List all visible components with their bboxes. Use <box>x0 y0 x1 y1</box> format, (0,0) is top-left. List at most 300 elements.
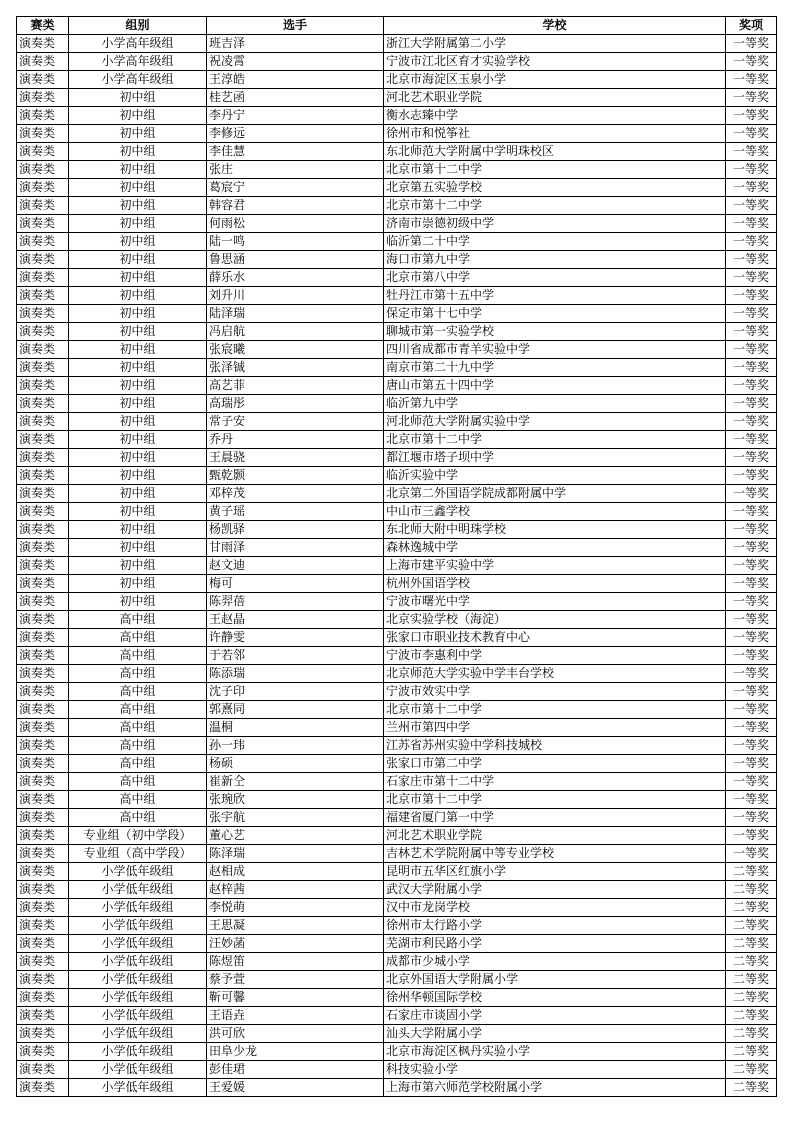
award-cell: 二等奖 <box>726 917 777 935</box>
header-award: 奖项 <box>726 17 777 35</box>
table-row <box>17 539 777 557</box>
category-cell: 演奏类 <box>17 611 69 629</box>
school-cell: 北京师范大学实验中学丰台学校 <box>384 665 726 683</box>
group-cell: 初中组 <box>69 377 207 395</box>
table-row <box>17 683 777 701</box>
player-cell: 王语垚 <box>207 1007 384 1025</box>
school-cell: 北京市第十二中学 <box>384 791 726 809</box>
school-cell: 北京市第十二中学 <box>384 197 726 215</box>
school-cell: 衡水志臻中学 <box>384 107 726 125</box>
player-cell: 李丹宁 <box>207 107 384 125</box>
school-cell: 武汉大学附属小学 <box>384 881 726 899</box>
award-cell: 二等奖 <box>726 971 777 989</box>
category-cell: 演奏类 <box>17 71 69 89</box>
school-cell: 杭州外国语学校 <box>384 575 726 593</box>
award-cell: 一等奖 <box>726 809 777 827</box>
player-cell: 陈羿蓓 <box>207 593 384 611</box>
category-cell: 演奏类 <box>17 89 69 107</box>
category-cell: 演奏类 <box>17 431 69 449</box>
player-cell: 甘雨泽 <box>207 539 384 557</box>
group-cell: 初中组 <box>69 575 207 593</box>
school-cell: 福建省厦门第一中学 <box>384 809 726 827</box>
category-cell: 演奏类 <box>17 665 69 683</box>
school-cell: 北京市第十二中学 <box>384 701 726 719</box>
group-cell: 高中组 <box>69 755 207 773</box>
school-cell: 昆明市五华区红旗小学 <box>384 863 726 881</box>
table-row <box>17 431 777 449</box>
header-player: 选手 <box>207 17 384 35</box>
player-cell: 常子安 <box>207 413 384 431</box>
table-row <box>17 269 777 287</box>
table-row <box>17 647 777 665</box>
group-cell: 小学高年级组 <box>69 71 207 89</box>
category-cell: 演奏类 <box>17 215 69 233</box>
award-cell: 一等奖 <box>726 287 777 305</box>
player-cell: 崔新仝 <box>207 773 384 791</box>
group-cell: 小学低年级组 <box>69 917 207 935</box>
school-cell: 北京市海淀区枫丹实验小学 <box>384 1043 726 1061</box>
table-row <box>17 737 777 755</box>
table-row <box>17 1079 777 1097</box>
table-row <box>17 935 777 953</box>
school-cell: 北京市第八中学 <box>384 269 726 287</box>
school-cell: 河北艺术职业学院 <box>384 827 726 845</box>
player-cell: 靳可馨 <box>207 989 384 1007</box>
school-cell: 宁波市效实中学 <box>384 683 726 701</box>
group-cell: 初中组 <box>69 89 207 107</box>
category-cell: 演奏类 <box>17 701 69 719</box>
school-cell: 上海市第六师范学校附属小学 <box>384 1079 726 1097</box>
table-row <box>17 215 777 233</box>
player-cell: 田阜少龙 <box>207 1043 384 1061</box>
player-cell: 沈子印 <box>207 683 384 701</box>
table-row <box>17 1061 777 1079</box>
group-cell: 初中组 <box>69 233 207 251</box>
award-cell: 一等奖 <box>726 161 777 179</box>
award-cell: 一等奖 <box>726 647 777 665</box>
player-cell: 梅可 <box>207 575 384 593</box>
player-cell: 彭佳珺 <box>207 1061 384 1079</box>
category-cell: 演奏类 <box>17 53 69 71</box>
table-row <box>17 1025 777 1043</box>
award-cell: 二等奖 <box>726 935 777 953</box>
player-cell: 何雨松 <box>207 215 384 233</box>
school-cell: 张家口市第二中学 <box>384 755 726 773</box>
table-row <box>17 449 777 467</box>
category-cell: 演奏类 <box>17 269 69 287</box>
award-cell: 一等奖 <box>726 557 777 575</box>
award-cell: 一等奖 <box>726 773 777 791</box>
category-cell: 演奏类 <box>17 1007 69 1025</box>
school-cell: 吉林艺术学院附属中等专业学校 <box>384 845 726 863</box>
table-row <box>17 413 777 431</box>
player-cell: 陈煜笛 <box>207 953 384 971</box>
award-cell: 一等奖 <box>726 269 777 287</box>
school-cell: 河北艺术职业学院 <box>384 89 726 107</box>
player-cell: 温桐 <box>207 719 384 737</box>
school-cell: 海口市第九中学 <box>384 251 726 269</box>
table-row <box>17 881 777 899</box>
player-cell: 陆泽瑞 <box>207 305 384 323</box>
category-cell: 演奏类 <box>17 971 69 989</box>
award-cell: 一等奖 <box>726 791 777 809</box>
group-cell: 初中组 <box>69 539 207 557</box>
group-cell: 高中组 <box>69 611 207 629</box>
category-cell: 演奏类 <box>17 143 69 161</box>
award-cell: 一等奖 <box>726 665 777 683</box>
school-cell: 临沂实验中学 <box>384 467 726 485</box>
table-row <box>17 359 777 377</box>
group-cell: 初中组 <box>69 449 207 467</box>
header-category: 赛类 <box>17 17 69 35</box>
player-cell: 张宇航 <box>207 809 384 827</box>
table-row <box>17 53 777 71</box>
school-cell: 北京第五实验学校 <box>384 179 726 197</box>
award-cell: 二等奖 <box>726 1043 777 1061</box>
table-row <box>17 305 777 323</box>
header-school: 学校 <box>384 17 726 35</box>
table-row <box>17 323 777 341</box>
table-row <box>17 287 777 305</box>
award-cell: 一等奖 <box>726 125 777 143</box>
category-cell: 演奏类 <box>17 485 69 503</box>
table-row <box>17 251 777 269</box>
category-cell: 演奏类 <box>17 449 69 467</box>
category-cell: 演奏类 <box>17 755 69 773</box>
table-row <box>17 827 777 845</box>
table-row <box>17 899 777 917</box>
table-row <box>17 107 777 125</box>
group-cell: 高中组 <box>69 701 207 719</box>
school-cell: 浙江大学附属第二小学 <box>384 35 726 53</box>
school-cell: 东北师范大学附属中学明珠校区 <box>384 143 726 161</box>
school-cell: 汕头大学附属小学 <box>384 1025 726 1043</box>
player-cell: 王爱媛 <box>207 1079 384 1097</box>
table-row <box>17 71 777 89</box>
school-cell: 东北师大附中明珠学校 <box>384 521 726 539</box>
award-cell: 一等奖 <box>726 35 777 53</box>
category-cell: 演奏类 <box>17 791 69 809</box>
category-cell: 演奏类 <box>17 323 69 341</box>
category-cell: 演奏类 <box>17 179 69 197</box>
table-row <box>17 125 777 143</box>
category-cell: 演奏类 <box>17 161 69 179</box>
player-cell: 杨硕 <box>207 755 384 773</box>
group-cell: 初中组 <box>69 143 207 161</box>
player-cell: 甄乾颢 <box>207 467 384 485</box>
group-cell: 高中组 <box>69 683 207 701</box>
group-cell: 初中组 <box>69 215 207 233</box>
award-cell: 二等奖 <box>726 953 777 971</box>
award-cell: 一等奖 <box>726 575 777 593</box>
category-cell: 演奏类 <box>17 953 69 971</box>
player-cell: 张泽铖 <box>207 359 384 377</box>
player-cell: 汪妙菡 <box>207 935 384 953</box>
table-row <box>17 971 777 989</box>
category-cell: 演奏类 <box>17 107 69 125</box>
category-cell: 演奏类 <box>17 737 69 755</box>
player-cell: 高瑞彤 <box>207 395 384 413</box>
player-cell: 赵相成 <box>207 863 384 881</box>
award-cell: 二等奖 <box>726 989 777 1007</box>
group-cell: 初中组 <box>69 431 207 449</box>
school-cell: 北京外国语大学附属小学 <box>384 971 726 989</box>
category-cell: 演奏类 <box>17 467 69 485</box>
school-cell: 北京实验学校（海淀） <box>384 611 726 629</box>
group-cell: 专业组（初中学段） <box>69 827 207 845</box>
school-cell: 牡丹江市第十五中学 <box>384 287 726 305</box>
category-cell: 演奏类 <box>17 827 69 845</box>
category-cell: 演奏类 <box>17 395 69 413</box>
player-cell: 许静雯 <box>207 629 384 647</box>
group-cell: 小学低年级组 <box>69 971 207 989</box>
category-cell: 演奏类 <box>17 575 69 593</box>
award-cell: 一等奖 <box>726 431 777 449</box>
group-cell: 初中组 <box>69 593 207 611</box>
category-cell: 演奏类 <box>17 773 69 791</box>
category-cell: 演奏类 <box>17 359 69 377</box>
award-cell: 一等奖 <box>726 341 777 359</box>
table-row <box>17 665 777 683</box>
school-cell: 张家口市职业技术教育中心 <box>384 629 726 647</box>
category-cell: 演奏类 <box>17 917 69 935</box>
group-cell: 小学低年级组 <box>69 1025 207 1043</box>
table-row <box>17 953 777 971</box>
award-cell: 一等奖 <box>726 719 777 737</box>
category-cell: 演奏类 <box>17 377 69 395</box>
category-cell: 演奏类 <box>17 989 69 1007</box>
group-cell: 小学低年级组 <box>69 881 207 899</box>
player-cell: 陈添瑞 <box>207 665 384 683</box>
award-cell: 一等奖 <box>726 143 777 161</box>
table-row <box>17 1007 777 1025</box>
group-cell: 高中组 <box>69 809 207 827</box>
table-row <box>17 989 777 1007</box>
school-cell: 宁波市江北区育才实验学校 <box>384 53 726 71</box>
table-row <box>17 557 777 575</box>
player-cell: 鲁思涵 <box>207 251 384 269</box>
group-cell: 初中组 <box>69 161 207 179</box>
school-cell: 北京市第十二中学 <box>384 161 726 179</box>
table-row <box>17 467 777 485</box>
award-cell: 一等奖 <box>726 323 777 341</box>
group-cell: 专业组（高中学段） <box>69 845 207 863</box>
player-cell: 乔丹 <box>207 431 384 449</box>
category-cell: 演奏类 <box>17 503 69 521</box>
player-cell: 王晨骁 <box>207 449 384 467</box>
award-cell: 一等奖 <box>726 593 777 611</box>
group-cell: 小学高年级组 <box>69 35 207 53</box>
category-cell: 演奏类 <box>17 35 69 53</box>
player-cell: 蔡予萱 <box>207 971 384 989</box>
table-row <box>17 629 777 647</box>
school-cell: 徐州市太行路小学 <box>384 917 726 935</box>
player-cell: 洪可欣 <box>207 1025 384 1043</box>
group-cell: 初中组 <box>69 323 207 341</box>
player-cell: 王思凝 <box>207 917 384 935</box>
award-cell: 一等奖 <box>726 215 777 233</box>
table-row <box>17 377 777 395</box>
group-cell: 初中组 <box>69 341 207 359</box>
school-cell: 芜湖市利民路小学 <box>384 935 726 953</box>
table-row <box>17 233 777 251</box>
player-cell: 祝凌霄 <box>207 53 384 71</box>
award-cell: 一等奖 <box>726 827 777 845</box>
category-cell: 演奏类 <box>17 341 69 359</box>
school-cell: 都江堰市塔子坝中学 <box>384 449 726 467</box>
table-row <box>17 575 777 593</box>
category-cell: 演奏类 <box>17 557 69 575</box>
player-cell: 冯启航 <box>207 323 384 341</box>
player-cell: 张宸曦 <box>207 341 384 359</box>
player-cell: 韩容君 <box>207 197 384 215</box>
category-cell: 演奏类 <box>17 197 69 215</box>
school-cell: 聊城市第一实验学校 <box>384 323 726 341</box>
school-cell: 南京市第二十九中学 <box>384 359 726 377</box>
category-cell: 演奏类 <box>17 305 69 323</box>
table-row <box>17 863 777 881</box>
school-cell: 兰州市第四中学 <box>384 719 726 737</box>
table-row <box>17 809 777 827</box>
table-row <box>17 395 777 413</box>
award-cell: 一等奖 <box>726 413 777 431</box>
group-cell: 小学低年级组 <box>69 953 207 971</box>
player-cell: 张庄 <box>207 161 384 179</box>
category-cell: 演奏类 <box>17 935 69 953</box>
award-cell: 一等奖 <box>726 107 777 125</box>
group-cell: 小学低年级组 <box>69 1061 207 1079</box>
group-cell: 初中组 <box>69 359 207 377</box>
award-cell: 一等奖 <box>726 485 777 503</box>
group-cell: 小学高年级组 <box>69 53 207 71</box>
award-cell: 一等奖 <box>726 233 777 251</box>
school-cell: 石家庄市谈固小学 <box>384 1007 726 1025</box>
category-cell: 演奏类 <box>17 647 69 665</box>
group-cell: 高中组 <box>69 791 207 809</box>
award-cell: 一等奖 <box>726 71 777 89</box>
school-cell: 北京第二外国语学院成都附属中学 <box>384 485 726 503</box>
player-cell: 赵文迪 <box>207 557 384 575</box>
award-cell: 一等奖 <box>726 89 777 107</box>
category-cell: 演奏类 <box>17 1061 69 1079</box>
award-cell: 一等奖 <box>726 197 777 215</box>
player-cell: 董心艺 <box>207 827 384 845</box>
table-row <box>17 89 777 107</box>
category-cell: 演奏类 <box>17 881 69 899</box>
player-cell: 王赵晶 <box>207 611 384 629</box>
award-cell: 一等奖 <box>726 53 777 71</box>
group-cell: 高中组 <box>69 737 207 755</box>
group-cell: 初中组 <box>69 413 207 431</box>
school-cell: 宁波市曙光中学 <box>384 593 726 611</box>
group-cell: 初中组 <box>69 557 207 575</box>
player-cell: 李佳慧 <box>207 143 384 161</box>
award-cell: 一等奖 <box>726 755 777 773</box>
table-row <box>17 773 777 791</box>
category-cell: 演奏类 <box>17 719 69 737</box>
group-cell: 小学低年级组 <box>69 935 207 953</box>
player-cell: 张琬欣 <box>207 791 384 809</box>
school-cell: 保定市第十七中学 <box>384 305 726 323</box>
table-row <box>17 143 777 161</box>
award-cell: 一等奖 <box>726 377 777 395</box>
player-cell: 赵梓茜 <box>207 881 384 899</box>
group-cell: 高中组 <box>69 719 207 737</box>
award-cell: 一等奖 <box>726 395 777 413</box>
group-cell: 初中组 <box>69 503 207 521</box>
group-cell: 高中组 <box>69 773 207 791</box>
award-cell: 一等奖 <box>726 539 777 557</box>
group-cell: 高中组 <box>69 665 207 683</box>
group-cell: 初中组 <box>69 125 207 143</box>
group-cell: 初中组 <box>69 107 207 125</box>
player-cell: 陈泽瑞 <box>207 845 384 863</box>
award-cell: 一等奖 <box>726 251 777 269</box>
table-row <box>17 179 777 197</box>
school-cell: 成都市少城小学 <box>384 953 726 971</box>
category-cell: 演奏类 <box>17 539 69 557</box>
award-cell: 二等奖 <box>726 1061 777 1079</box>
category-cell: 演奏类 <box>17 683 69 701</box>
award-cell: 一等奖 <box>726 845 777 863</box>
school-cell: 唐山市第五十四中学 <box>384 377 726 395</box>
table-row <box>17 719 777 737</box>
player-cell: 王淳皓 <box>207 71 384 89</box>
table-row <box>17 845 777 863</box>
award-cell: 二等奖 <box>726 899 777 917</box>
group-cell: 小学低年级组 <box>69 863 207 881</box>
school-cell: 中山市三鑫学校 <box>384 503 726 521</box>
table-row <box>17 917 777 935</box>
player-cell: 邓梓茂 <box>207 485 384 503</box>
results-table <box>16 16 777 1097</box>
category-cell: 演奏类 <box>17 863 69 881</box>
group-cell: 小学低年级组 <box>69 1079 207 1097</box>
group-cell: 初中组 <box>69 305 207 323</box>
group-cell: 初中组 <box>69 287 207 305</box>
player-cell: 孙一玮 <box>207 737 384 755</box>
group-cell: 初中组 <box>69 179 207 197</box>
group-cell: 小学低年级组 <box>69 1007 207 1025</box>
category-cell: 演奏类 <box>17 233 69 251</box>
player-cell: 陆一鸣 <box>207 233 384 251</box>
table-body <box>17 35 777 1097</box>
table-row <box>17 701 777 719</box>
award-cell: 二等奖 <box>726 881 777 899</box>
group-cell: 初中组 <box>69 251 207 269</box>
group-cell: 小学低年级组 <box>69 989 207 1007</box>
player-cell: 黄子瑶 <box>207 503 384 521</box>
category-cell: 演奏类 <box>17 1043 69 1061</box>
school-cell: 石家庄市第十二中学 <box>384 773 726 791</box>
category-cell: 演奏类 <box>17 593 69 611</box>
table-row <box>17 1043 777 1061</box>
category-cell: 演奏类 <box>17 251 69 269</box>
school-cell: 森林逸城中学 <box>384 539 726 557</box>
category-cell: 演奏类 <box>17 125 69 143</box>
category-cell: 演奏类 <box>17 1079 69 1097</box>
table-row <box>17 161 777 179</box>
school-cell: 徐州市和悦筝社 <box>384 125 726 143</box>
player-cell: 桂艺函 <box>207 89 384 107</box>
award-cell: 一等奖 <box>726 683 777 701</box>
category-cell: 演奏类 <box>17 629 69 647</box>
player-cell: 李修远 <box>207 125 384 143</box>
school-cell: 临沂第二十中学 <box>384 233 726 251</box>
group-cell: 初中组 <box>69 467 207 485</box>
player-cell: 班吉泽 <box>207 35 384 53</box>
table-row <box>17 485 777 503</box>
